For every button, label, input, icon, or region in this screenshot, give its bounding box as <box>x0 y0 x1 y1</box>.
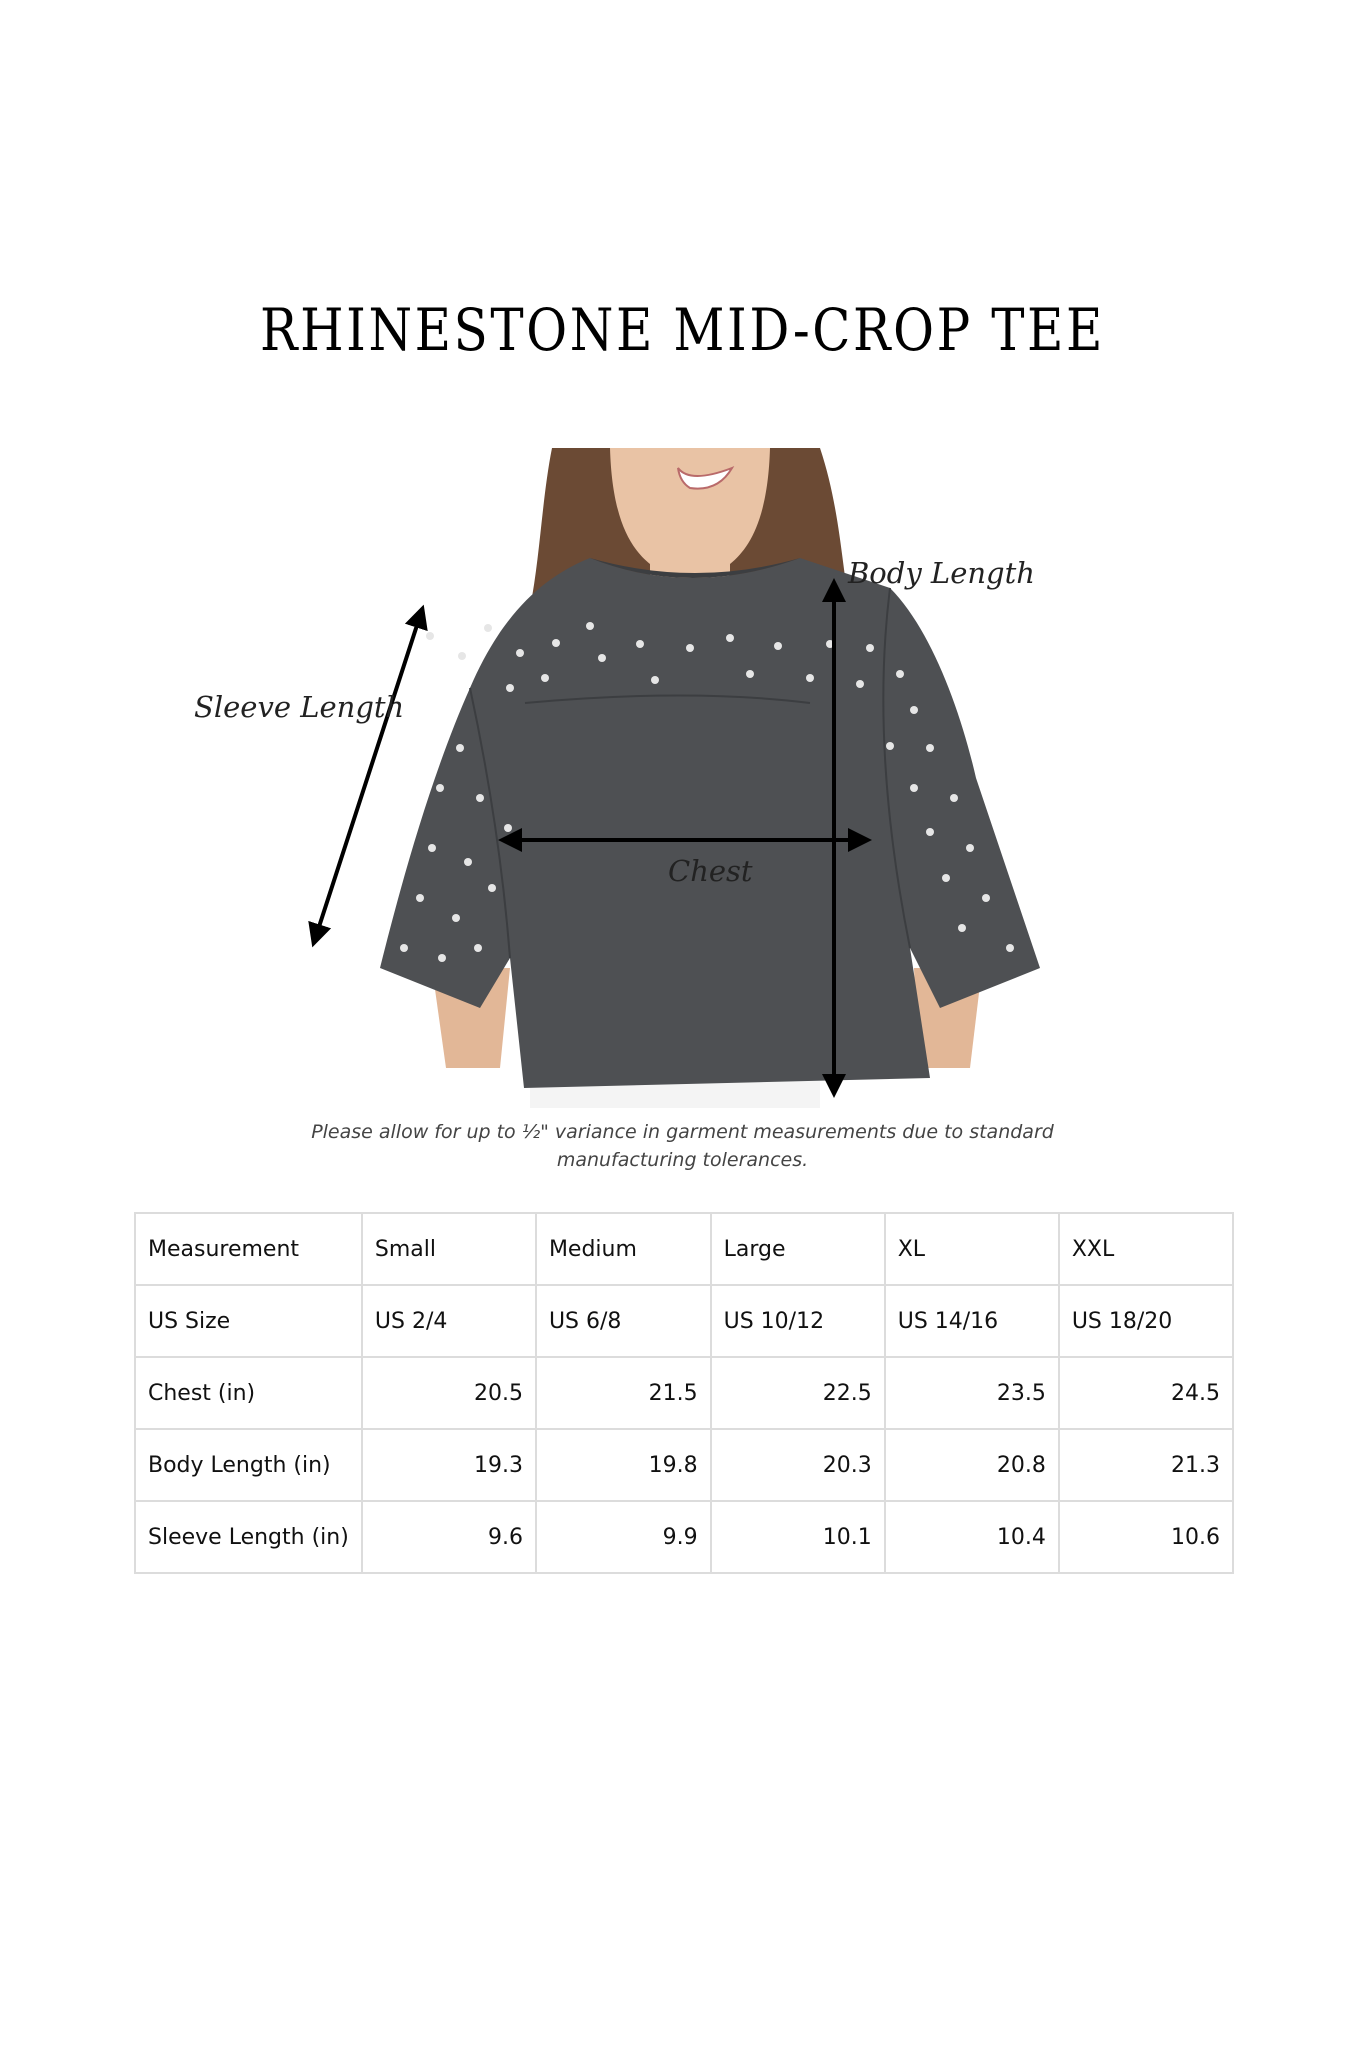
table-cell: 23.5 <box>885 1357 1059 1429</box>
table-row <box>135 1501 1233 1573</box>
table-row <box>135 1285 1233 1357</box>
header-cell: Small <box>362 1213 536 1285</box>
table-cell: 19.8 <box>536 1429 711 1501</box>
body-length-label: Body Length <box>848 556 1035 590</box>
header-cell: Large <box>711 1213 885 1285</box>
table-cell: 19.3 <box>362 1429 536 1501</box>
table-cell: 9.9 <box>536 1501 711 1573</box>
header-cell: XXL <box>1059 1213 1233 1285</box>
table-row <box>135 1429 1233 1501</box>
table-cell: 24.5 <box>1059 1357 1233 1429</box>
variance-note-line-1: Please allow for up to ½" variance in garment measurements due to standard <box>311 1121 1054 1143</box>
product-photo <box>170 448 1170 1108</box>
table-cell: 9.6 <box>362 1501 536 1573</box>
row-label: Sleeve Length (in) <box>135 1501 362 1573</box>
table-cell: US 18/20 <box>1059 1285 1233 1357</box>
table-cell: US 14/16 <box>885 1285 1059 1357</box>
chest-label: Chest <box>668 854 753 888</box>
table-cell: 20.8 <box>885 1429 1059 1501</box>
table-cell: 10.1 <box>711 1501 885 1573</box>
table-cell: 10.4 <box>885 1501 1059 1573</box>
table-cell: 20.3 <box>711 1429 885 1501</box>
row-label: Body Length (in) <box>135 1429 362 1501</box>
table-row <box>135 1357 1233 1429</box>
sleeve-length-label: Sleeve Length <box>194 690 405 724</box>
row-label: Chest (in) <box>135 1357 362 1429</box>
row-label: US Size <box>135 1285 362 1357</box>
variance-note-line-2: manufacturing tolerances. <box>556 1149 809 1171</box>
table-cell: US 2/4 <box>362 1285 536 1357</box>
page-title: RHINESTONE MID-CROP TEE <box>259 296 1106 364</box>
table-header-row <box>135 1213 1233 1285</box>
tee-illustration <box>170 448 1170 1108</box>
header-cell: XL <box>885 1213 1059 1285</box>
table-cell: 20.5 <box>362 1357 536 1429</box>
size-chart-table <box>134 1212 1234 1574</box>
table-cell: 21.5 <box>536 1357 711 1429</box>
table-cell: US 10/12 <box>711 1285 885 1357</box>
table-cell: 22.5 <box>711 1357 885 1429</box>
table-cell: US 6/8 <box>536 1285 711 1357</box>
header-cell: Measurement <box>135 1213 362 1285</box>
header-cell: Medium <box>536 1213 711 1285</box>
table-cell: 10.6 <box>1059 1501 1233 1573</box>
table-cell: 21.3 <box>1059 1429 1233 1501</box>
variance-note <box>0 1118 1365 1174</box>
